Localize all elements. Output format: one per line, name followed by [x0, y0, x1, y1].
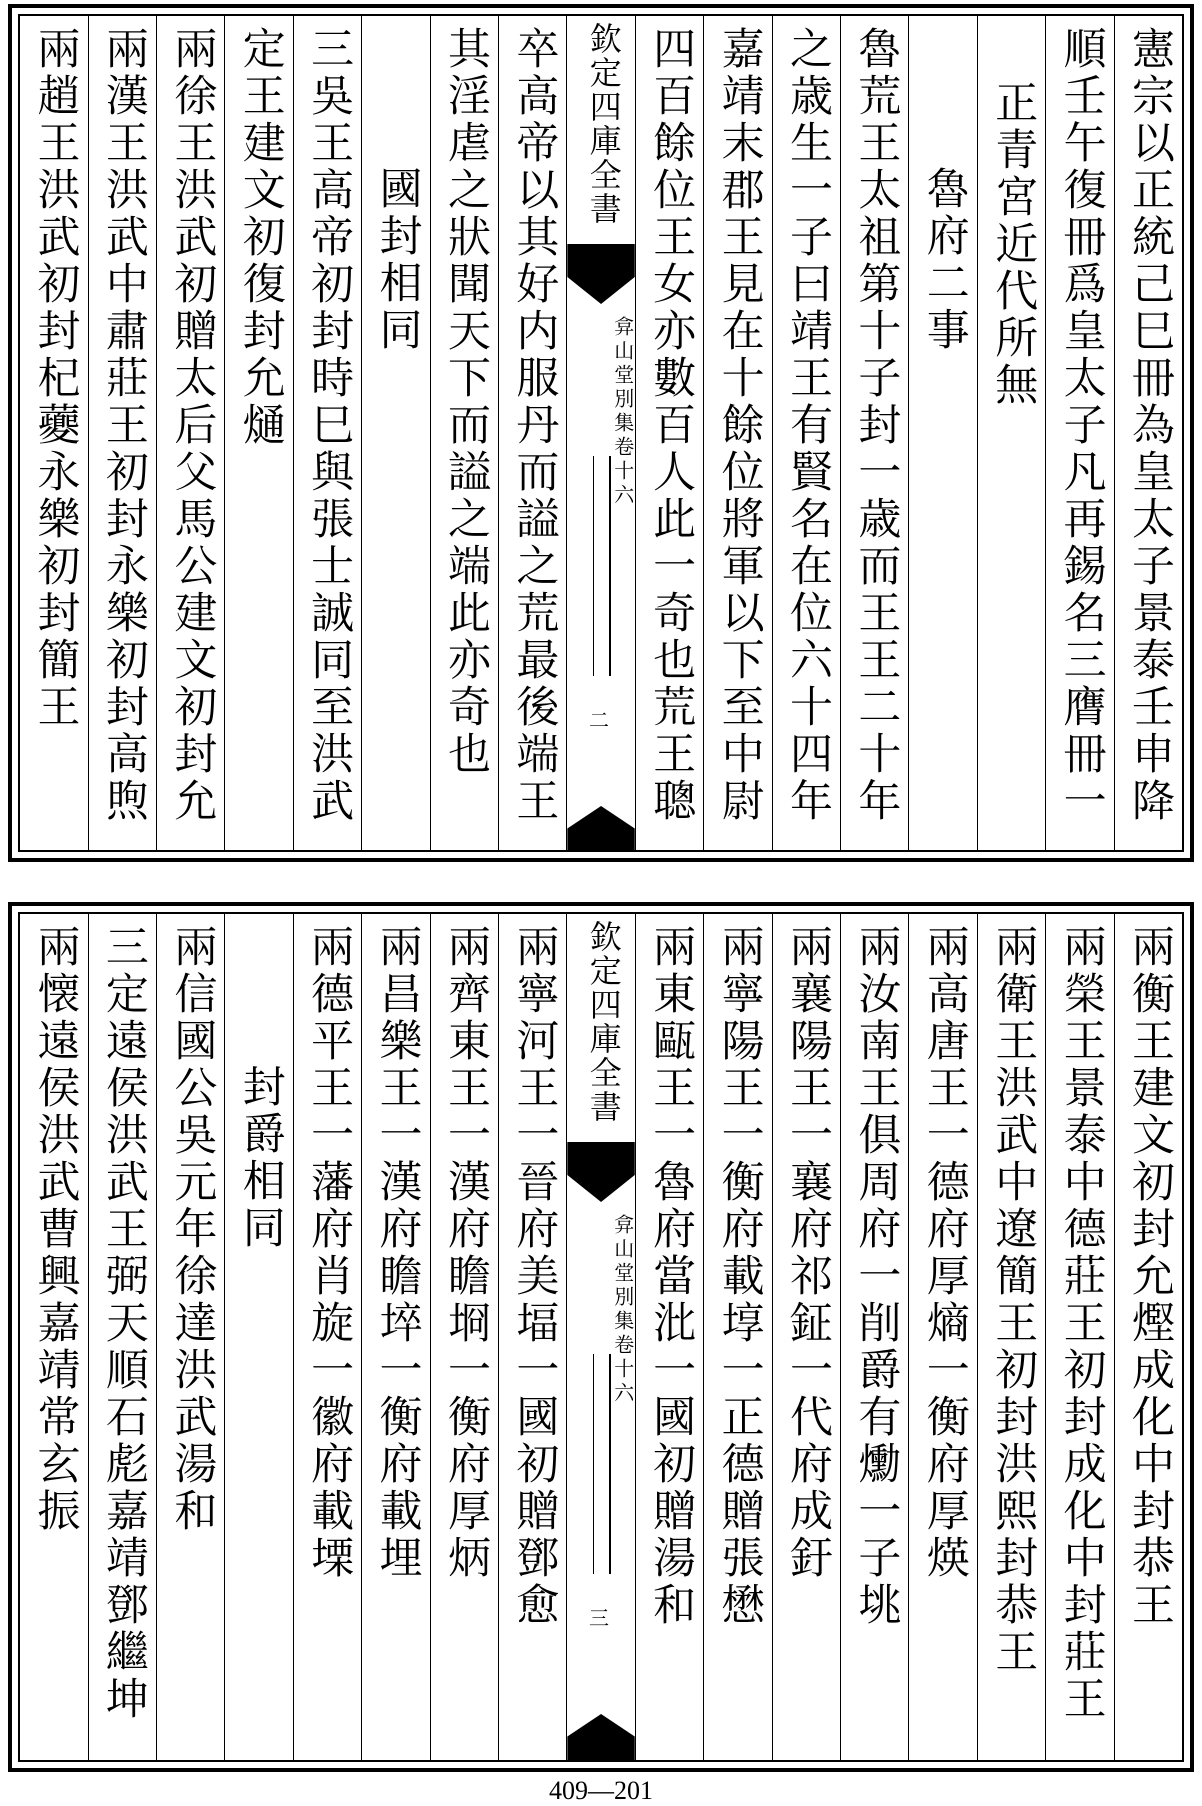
- text-column: 三定遠侯洪武王弼天順石彪嘉靖鄧繼坤: [88, 914, 156, 1760]
- text-column: 兩榮王景泰中德莊王初封成化中封莊王: [1045, 914, 1113, 1760]
- text-column: 嘉靖末郡王見在十餘位將軍以下至中尉: [703, 16, 771, 850]
- volume-label: 卷十六: [610, 436, 635, 508]
- text-column: 卒高帝以其好内服丹而謚之荒最後端王: [498, 16, 566, 850]
- fish-tail-mark: [567, 1714, 634, 1760]
- text-column: 四百餘位王女亦數百人此一奇也荒王聰: [635, 16, 703, 850]
- text-column: 定王建文初復封允熥: [224, 16, 292, 850]
- text-column: 兩寧河王一晉府美堛一國初贈鄧愈: [498, 914, 566, 1760]
- text-columns-top: [20, 16, 1182, 850]
- text-column: 兩德平王一藩府肖旋一徽府載塛: [293, 914, 361, 1760]
- text-column: 兩懐遠侯洪武曹興嘉靖常玄振: [30, 924, 81, 1535]
- text-column: 兩徐王洪武初贈太后父馬公建文初封允: [156, 16, 224, 850]
- text-column: 兩衡王建文初封允熞成化中封恭王: [1114, 914, 1182, 1760]
- fish-tail-mark: [567, 244, 634, 304]
- text-column: 三吳王高帝初封時巳與張士誠同至洪武: [293, 16, 361, 850]
- text-column: 其淫虐之狀聞天下而謚之端此亦奇也: [430, 16, 498, 850]
- page-number: 三: [589, 1606, 614, 1630]
- text-column: 憲宗以正統己巳冊為皇太子景泰壬申降: [1114, 16, 1182, 850]
- section-heading: 封爵相同: [224, 914, 292, 1760]
- page-bottom: [8, 902, 1194, 1772]
- text-column: 兩高唐王一德府厚熵一衡府厚煐: [908, 914, 976, 1760]
- page-number: 二: [589, 708, 614, 732]
- book-title: 欽定四庫全書: [584, 22, 623, 226]
- book-title: 欽定四庫全書: [584, 920, 623, 1124]
- fish-tail-mark: [567, 806, 634, 850]
- text-columns-bottom: [20, 914, 1182, 1760]
- page-footer-number: 409—201: [549, 1776, 653, 1805]
- text-column: 兩襄陽王一襄府祁鉦一代府成釪: [772, 914, 840, 1760]
- text-column: 順壬午復冊爲皇太子凡再錫名三膺冊一: [1045, 16, 1113, 850]
- center-fold-bottom: [566, 914, 634, 1760]
- text-column: 正青宮近代所無: [977, 16, 1045, 850]
- center-fold-top: [566, 16, 634, 850]
- page-top: [8, 4, 1194, 862]
- text-column: 兩汝南王俱周府一削爵有爋一子垗: [840, 914, 908, 1760]
- text-column: 兩趙王洪武初封杞虁永樂初封簡王: [30, 26, 81, 731]
- book-source: 弇山堂別集: [610, 1214, 635, 1334]
- fish-tail-mark: [567, 1142, 634, 1202]
- section-heading: 魯府二事: [908, 16, 976, 850]
- text-column: 之歳生一子曰靖王有賢名在位六十四年: [772, 16, 840, 850]
- text-column: 兩昌樂王一漢府瞻埣一衡府載埋: [361, 914, 429, 1760]
- text-column: 兩寧陽王一衡府載埻一正德贈張懋: [703, 914, 771, 1760]
- text-column: 兩衛王洪武中遼簡王初封洪熙封恭王: [977, 914, 1045, 1760]
- section-heading: 國封相同: [361, 16, 429, 850]
- text-column: 兩信國公吳元年徐達洪武湯和: [156, 914, 224, 1760]
- text-column: 兩漢王洪武中肅莊王初封永樂初封高煦: [88, 16, 156, 850]
- text-column: 兩東甌王一魯府當沘一國初贈湯和: [635, 914, 703, 1760]
- text-column: 兩齊東王一漢府瞻埛一衡府厚炳: [430, 914, 498, 1760]
- book-source: 弇山堂別集: [610, 316, 635, 436]
- text-column: 魯荒王太祖第十子封一歳而王王二十年: [840, 16, 908, 850]
- volume-label: 卷十六: [610, 1334, 635, 1406]
